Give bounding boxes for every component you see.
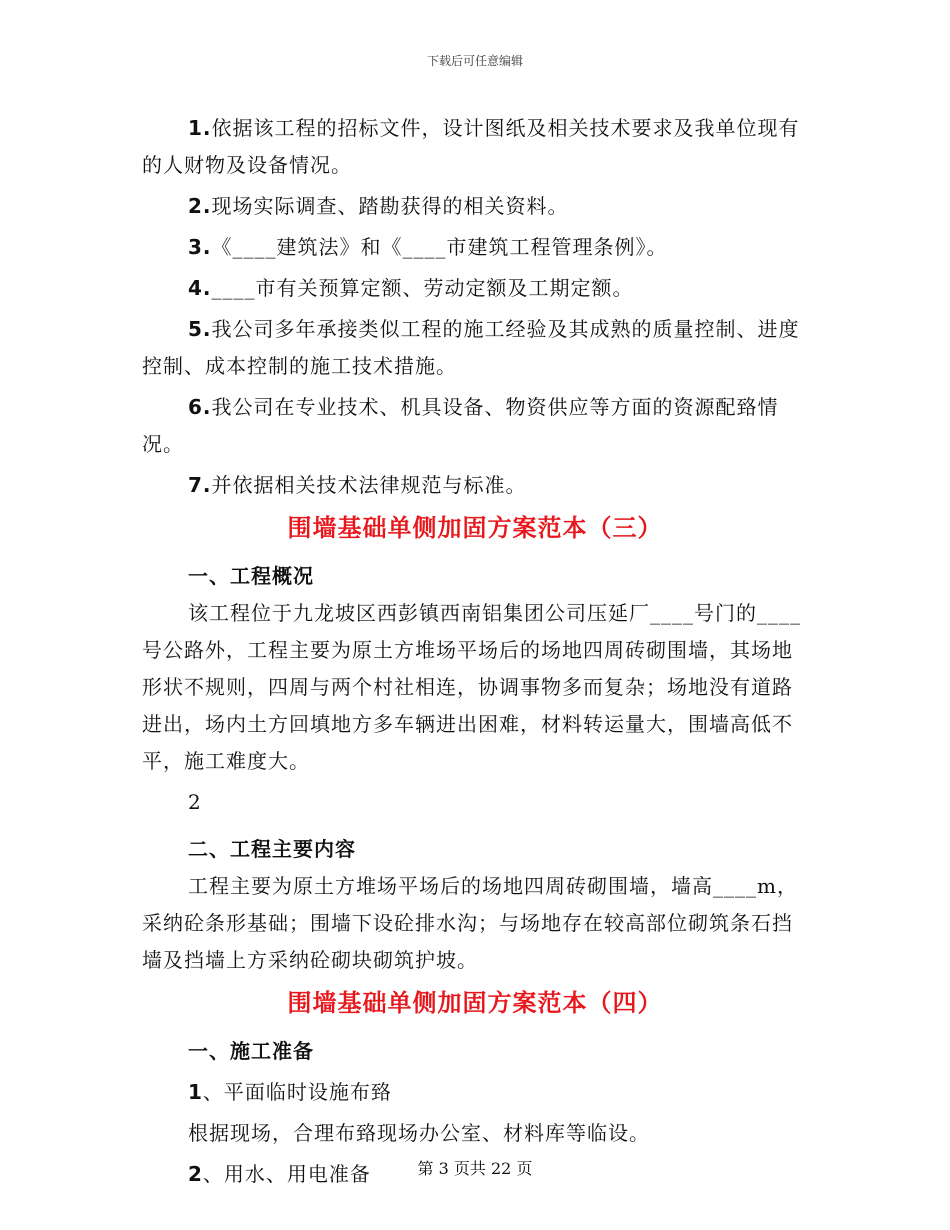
list-item: 1.依据该工程的招标文件，设计图纸及相关技术要求及我单位现有的人财物及设备情况。 — [142, 116, 800, 177]
paragraph: 该工程位于九龙坡区西彭镇西南铝集团公司压延厂____号门的____号公路外，工程主要为原土方堆场平场后的场地四周砖砌围墙，其场地形状不规则，四周与两个村社相连，协调事物多而复杂；场地没有道路进出，场内土方回填地方多车辆进出困难，材料转运量大，围墙高低不平，施工难度大。 — [142, 601, 801, 773]
section-heading: 一、工程概况 — [188, 564, 314, 588]
section-heading: 一、施工准备 — [188, 1039, 314, 1063]
list-item: 3.《____建筑法》和《____市建筑工程管理条例》。 — [188, 235, 668, 259]
list-item: 7.并依据相关技术法律规范与标准。 — [188, 473, 527, 497]
list-item: 2.现场实际调查、踏勘获得的相关资料。 — [188, 194, 569, 218]
paragraph: 根据现场，合理布臵现场办公室、材料库等临设。 — [188, 1121, 650, 1145]
list-item: 4.____市有关预算定额、劳动定额及工期定额。 — [188, 276, 634, 300]
subsection-item: 1、平面临时设施布臵 — [188, 1080, 392, 1104]
list-item: 5.我公司多年承接类似工程的施工经验及其成熟的质量控制、进度控制、成本控制的施工技术措施。 — [142, 317, 800, 378]
basis-list — [142, 110, 808, 504]
page-header: 下载后可任意编辑 — [426, 54, 523, 68]
list-item: 6.我公司在专业技术、机具设备、物资供应等方面的资源配臵情况。 — [142, 395, 779, 456]
section-title-4: 围墙基础单侧加固方案范本（四） — [287, 989, 663, 1017]
document-body — [142, 110, 808, 1193]
section-title-3: 围墙基础单侧加固方案范本（三） — [287, 514, 663, 542]
page-footer: 第 3 页共 22 页 — [417, 1159, 533, 1178]
page-number-text: 2 — [188, 790, 202, 814]
paragraph: 工程主要为原土方堆场平场后的场地四周砖砌围墙，墙高____m，采纳砼条形基础；围墙下设砼排水沟；与场地存在较高部位砌筑条石挡墙及挡墙上方采纳砼砌块砌筑护坡。 — [142, 874, 798, 972]
section-heading: 二、工程主要内容 — [188, 837, 356, 861]
subsection-item: 2、用水、用电准备 — [188, 1162, 371, 1186]
